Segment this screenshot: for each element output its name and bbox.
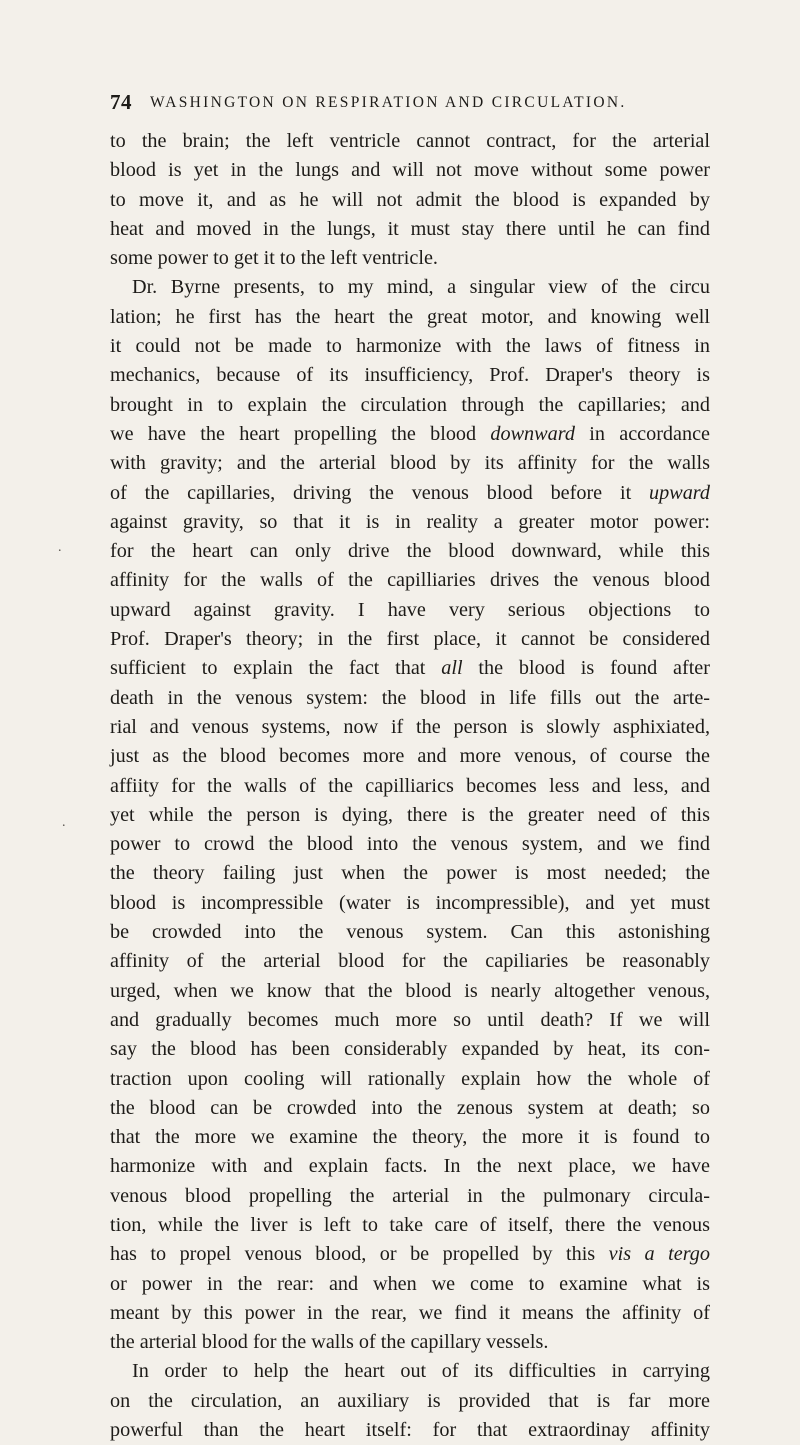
- text-line: [110, 1357, 710, 1386]
- text-line: [110, 1416, 710, 1445]
- line-text: venous blood propelling the arterial in the pulmonary circula-: [110, 1184, 710, 1207]
- line-text: the blood can be crowded into the zenous system at death; so: [110, 1096, 710, 1119]
- text-line: [110, 889, 710, 918]
- text-line: [110, 479, 710, 508]
- text-line: [110, 391, 710, 420]
- line-text: blood is incompressible (water is incompressible), and yet must: [110, 891, 710, 914]
- line-text: yet while the person is dying, there is the greater need of this: [110, 803, 710, 826]
- line-text: that the more we examine the theory, the more it is found to: [110, 1126, 710, 1149]
- text-line: [110, 303, 710, 332]
- line-text: power to crowd the blood into the venous system, and we find: [110, 833, 710, 856]
- text-line: [110, 1328, 710, 1357]
- running-head: WASHINGTON ON RESPIRATION AND CIRCULATION.: [150, 94, 627, 111]
- line-text: the arterial blood for the walls of the capillary vessels.: [110, 1331, 549, 1354]
- text-line: [110, 215, 710, 244]
- text-line: [110, 596, 710, 625]
- page-number: 74: [110, 90, 132, 114]
- line-text: we have the heart propelling the blood: [110, 422, 491, 445]
- text-line: [110, 1123, 710, 1152]
- text-line: [110, 1270, 710, 1299]
- line-text: affinity of the arterial blood for the capiliaries be reasonably: [110, 950, 710, 973]
- text-line: [110, 1182, 710, 1211]
- line-text: harmonize with and explain facts. In the next place, we have: [110, 1155, 710, 1178]
- text-line: [110, 332, 710, 361]
- line-text: blood is yet in the lungs and will not move without some power: [110, 159, 710, 182]
- text-line: [110, 449, 710, 478]
- text-line: [110, 830, 710, 859]
- line-text: Dr. Byrne presents, to my mind, a singular view of the circu: [132, 276, 710, 299]
- text-line: [110, 1152, 710, 1181]
- line-text: be crowded into the venous system. Can this astonishing: [110, 921, 710, 944]
- line-text: lation; he first has the heart the great motor, and knowing well: [110, 305, 710, 328]
- line-text: on the circulation, an auxiliary is provided that is far more: [110, 1389, 710, 1412]
- line-text: urged, when we know that the blood is nearly altogether venous,: [110, 979, 710, 1002]
- text-line: [110, 918, 710, 947]
- text-line: [110, 625, 710, 654]
- line-text: say the blood has been considerably expanded by heat, its con-: [110, 1038, 710, 1061]
- line-text: meant by this power in the rear, we find it means the affinity of: [110, 1301, 710, 1324]
- text-line: [110, 947, 710, 976]
- text-line: [110, 1035, 710, 1064]
- text-line: [110, 156, 710, 185]
- line-text: or power in the rear: and when we come to examine what is: [110, 1272, 710, 1295]
- line-text: powerful than the heart itself: for that extraordinay affinity: [110, 1419, 710, 1442]
- italic-text: downward: [490, 422, 575, 445]
- line-text: and gradually becomes much more so until death? If we will: [110, 1008, 710, 1031]
- line-text: in accordance: [574, 422, 710, 445]
- text-line: [110, 772, 710, 801]
- line-text: affinity for the walls of the capilliaries drives the venous blood: [110, 569, 710, 592]
- text-line: [110, 186, 710, 215]
- line-text: brought in to explain the circulation through the capillaries; and: [110, 393, 710, 416]
- text-line: [110, 654, 710, 683]
- line-text: of the capillaries, driving the venous blood before it: [110, 481, 650, 504]
- line-text: affiity for the walls of the capilliarics becomes less and less, and: [110, 774, 710, 797]
- margin-mark: .: [62, 815, 66, 830]
- text-line: [110, 1299, 710, 1328]
- line-text: for the heart can only drive the blood downward, while this: [110, 540, 710, 563]
- text-line: [110, 1006, 710, 1035]
- line-text: against gravity, so that it is in reality a greater motor power:: [110, 510, 710, 533]
- text-line: [110, 1065, 710, 1094]
- line-text: it could not be made to harmonize with the laws of fitness in: [110, 335, 710, 358]
- text-line: [110, 420, 710, 449]
- line-text: to move it, and as he will not admit the blood is expanded by: [110, 188, 710, 211]
- line-text: with gravity; and the arterial blood by its affinity for the walls: [110, 452, 710, 475]
- text-line: [110, 1094, 710, 1123]
- text-line: [110, 801, 710, 830]
- text-line: [110, 273, 710, 302]
- line-text: just as the blood becomes more and more venous, of course the: [110, 745, 710, 768]
- text-line: [110, 244, 710, 273]
- line-text: to the brain; the left ventricle cannot contract, for the arterial: [110, 130, 710, 152]
- margin-mark: .: [58, 540, 62, 555]
- text-line: [110, 566, 710, 595]
- line-text: mechanics, because of its insufficiency, Prof. Draper's theory is: [110, 364, 710, 387]
- text-line: [110, 1387, 710, 1416]
- text-line: [110, 1211, 710, 1240]
- italic-text: all: [441, 657, 463, 680]
- line-text: death in the venous system: the blood in life fills out the arte-: [110, 686, 710, 709]
- line-text: some power to get it to the left ventricle.: [110, 247, 438, 270]
- line-text: Prof. Draper's theory; in the first place, it cannot be considered: [110, 628, 710, 651]
- body-text: [110, 127, 710, 1445]
- line-text: tion, while the liver is left to take care of itself, there the venous: [110, 1213, 710, 1236]
- text-line: [110, 977, 710, 1006]
- line-text: rial and venous systems, now if the person is slowly asphixiated,: [110, 715, 710, 738]
- italic-text: upward: [649, 481, 710, 504]
- line-text: has to propel venous blood, or be propelled by this: [110, 1243, 609, 1266]
- line-text: the theory failing just when the power is most needed; the: [110, 862, 710, 885]
- text-line: [110, 537, 710, 566]
- italic-text: vis a tergo: [608, 1243, 710, 1266]
- text-line: [110, 859, 710, 888]
- line-text: In order to help the heart out of its difficulties in carrying: [132, 1360, 710, 1383]
- text-line: [110, 684, 710, 713]
- line-text: heat and moved in the lungs, it must stay there until he can find: [110, 217, 710, 240]
- line-text: the blood is found after: [462, 657, 710, 680]
- text-line: [110, 508, 710, 537]
- text-line: [110, 361, 710, 390]
- page-header: [110, 90, 710, 120]
- text-line: [110, 127, 710, 156]
- text-line: [110, 713, 710, 742]
- text-line: [110, 1240, 710, 1269]
- line-text: traction upon cooling will rationally explain how the whole of: [110, 1067, 710, 1090]
- text-line: [110, 742, 710, 771]
- line-text: upward against gravity. I have very serious objections to: [110, 598, 710, 621]
- line-text: sufficient to explain the fact that: [110, 657, 442, 680]
